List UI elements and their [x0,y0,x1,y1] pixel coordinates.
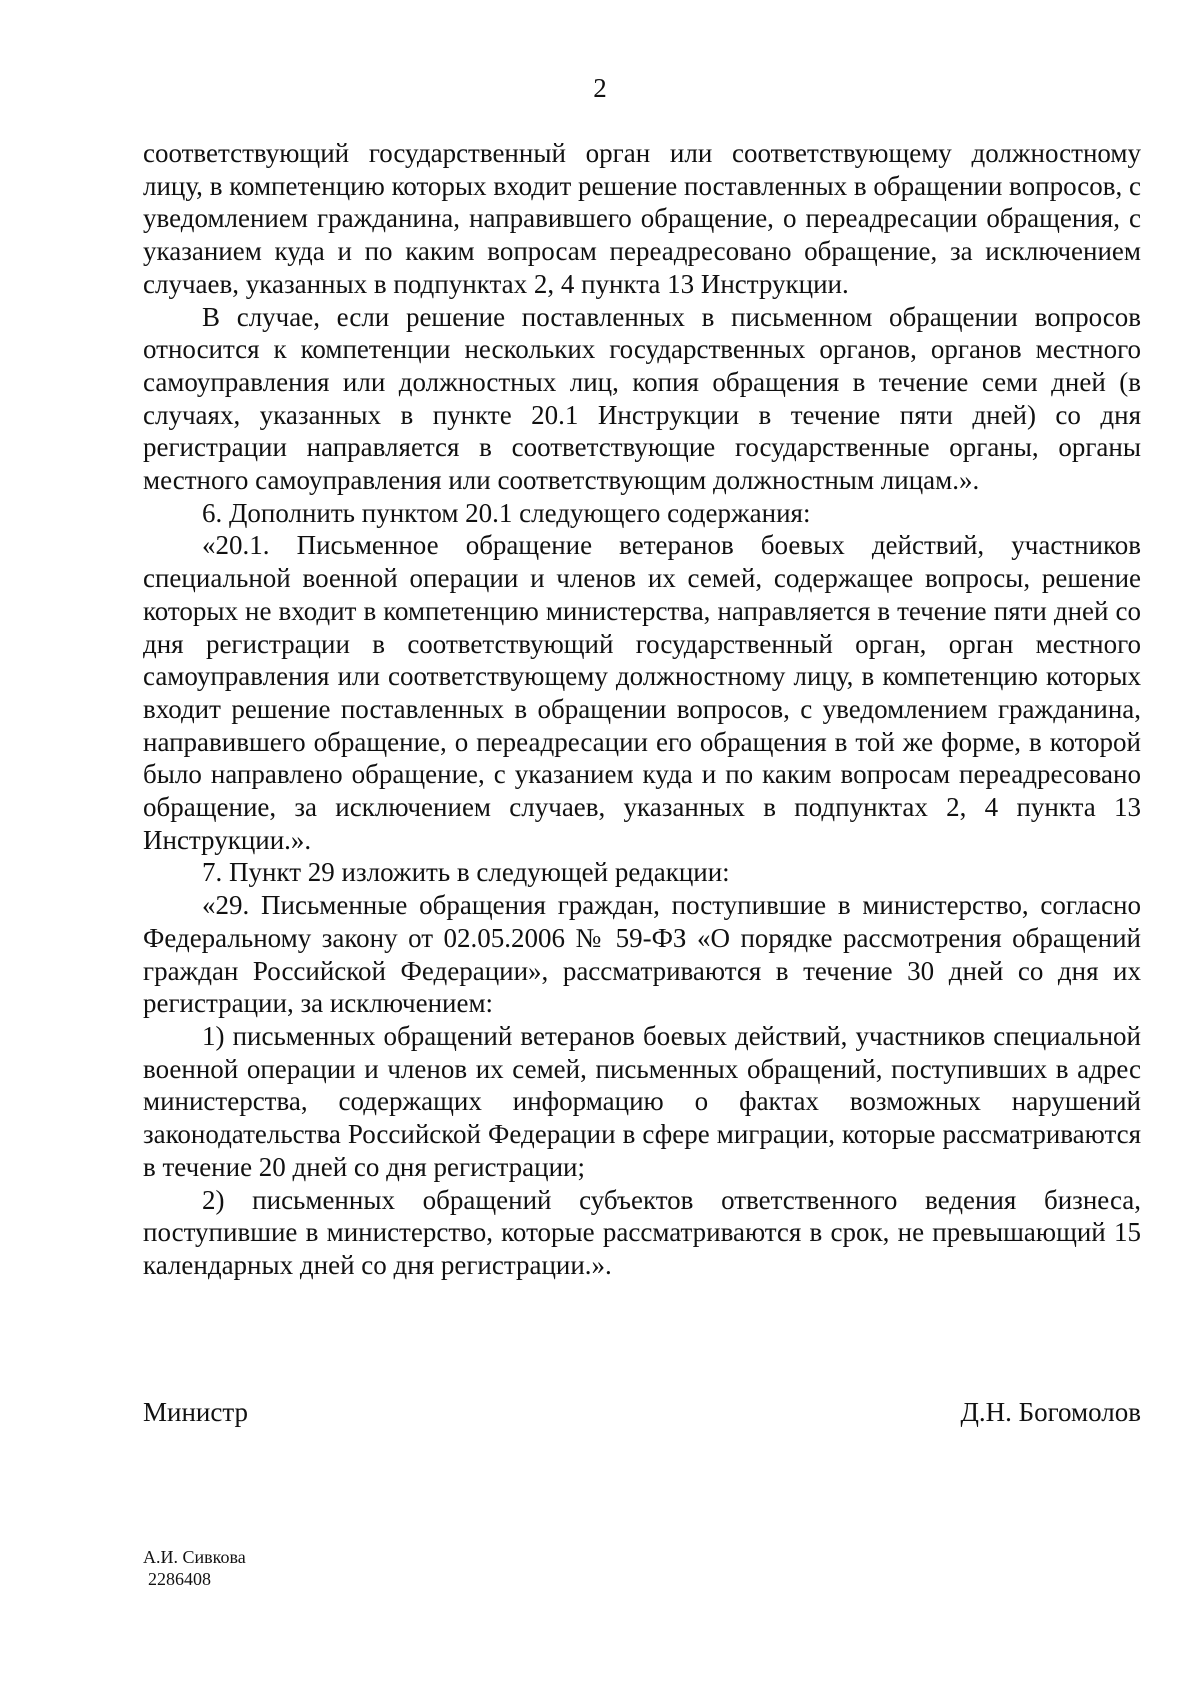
executor-info [143,1546,246,1590]
paragraph-clause-20-1: «20.1. Письменное обращение ветеранов боевых действий, участников специальной военной операции и членов их семей, содержащее вопросы, решение которых не входит в компетенцию министерства, направляется в течение пяти дней со дня регистрации в соответствующий государственный орган, орган местного самоуправления или соответствующему должностному лицу, в компетенцию которых входит решение поставленных в обращении вопросов, с уведомлением гражданина, направившего обращение, о переадресации его обращения в той же форме, в которой было направлено обращение, с указанием куда и по каким вопросам переадресовано обращение, за исключением случаев, указанных в подпунктах 2, 4 пункта 13 Инструкции.». [143,530,1141,855]
paragraph-subitem-1: 1) письменных обращений ветеранов боевых действий, участников специальной военной операции и членов их семей, письменных обращений, поступивших в адрес министерства, содержащих информацию о фактах возможных нарушений законодательства Российской Федерации в сфере миграции, которые рассматриваются в течение 20 дней со дня регистрации; [143,1020,1141,1182]
paragraph-item-6: 6. Дополнить пунктом 20.1 следующего содержания: [202,497,811,528]
document-body [143,137,1141,1282]
paragraph-continuation: соответствующий государственный орган или соответствующему должностному лицу, в компетенцию которых входит решение поставленных в обращении вопросов, с уведомлением гражданина, направившего обращение, о переадресации обращения, с указанием куда и по каким вопросам переадресовано обращение, за исключением случаев, указанных в подпунктах 2, 4 пункта 13 Инструкции. [143,138,1141,299]
signatory-name: Д.Н. Богомолов [960,1397,1141,1427]
paragraph-subitem-2: 2) письменных обращений субъектов ответственного ведения бизнеса, поступившие в министерство, которые рассматриваются в срок, не превышающий 15 календарных дней со дня регистрации.». [143,1184,1141,1280]
paragraph-item-7: 7. Пункт 29 изложить в следующей редакции: [202,857,730,888]
paragraph-multiple-bodies: В случае, если решение поставленных в письменном обращении вопросов относится к компетенции нескольких государственных органов, органов местного самоуправления или должностных лиц, копия обращения в течение семи дней (в случаях, указанных в пункте 20.1 Инструкции в течение пяти дней) со дня регистрации направляется в соответствующие государственные органы, органы местного самоуправления или соответствующим должностным лицам.». [143,301,1141,496]
executor-name: А.И. Сивкова [143,1547,246,1567]
signatory-position: Министр [143,1397,248,1427]
paragraph-clause-29: «29. Письменные обращения граждан, поступившие в министерство, согласно Федеральному закону от 02.05.2006 № 59-ФЗ «О порядке рассмотрения обращений граждан Российской Федерации», рассматриваются в течение 30 дней со дня их регистрации, за исключением: [143,890,1141,1019]
page-number: 2 [593,73,607,103]
executor-phone: 2286408 [148,1569,211,1589]
